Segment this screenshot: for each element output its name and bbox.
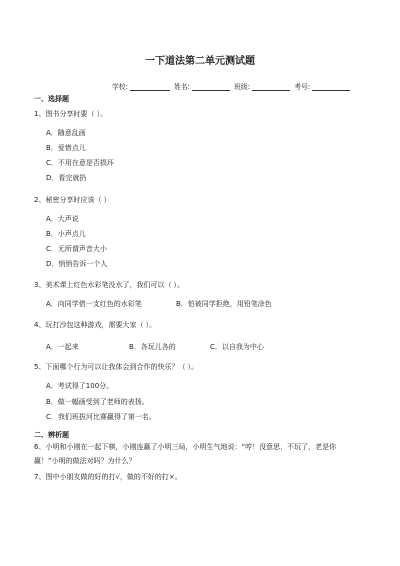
question-5-option-c[interactable]: C．我们班拔河比赛赢得了第一名。 — [46, 413, 156, 421]
name-blank[interactable] — [192, 84, 230, 91]
class-label: 班级: — [234, 83, 251, 91]
number-blank[interactable] — [312, 84, 350, 91]
question-3-stem: 3、美术课上红色水彩笔没水了，我们可以（ ）。 — [34, 281, 185, 289]
question-1-option-a[interactable]: A．随意乱画 — [46, 129, 86, 137]
question-3-option-b[interactable]: B．怕被同学拒绝，用铅笔涂色 — [176, 300, 272, 308]
question-7-stem: 7、图中小朋友做的好的打√，做的不好的打×。 — [34, 473, 182, 481]
class-blank[interactable] — [252, 84, 290, 91]
question-3-option-a[interactable]: A．向同学借一支红色的水彩笔 — [46, 300, 142, 308]
school-blank[interactable] — [130, 84, 170, 91]
question-1-option-b[interactable]: B．爱惜点儿 — [46, 144, 86, 152]
question-2-option-d[interactable]: D．悄悄告诉一个人 — [46, 260, 108, 268]
question-5-stem: 5、下面哪个行为可以让我体会到合作的快乐？（ ）。 — [34, 363, 199, 371]
school-label: 学校: — [112, 83, 128, 91]
question-5-option-a[interactable]: A．考试得了100分。 — [46, 382, 114, 390]
question-1-stem: 1、图书分享时要（ ）。 — [34, 110, 108, 118]
question-5-option-b[interactable]: B．做一幅画受到了老师的表扬。 — [46, 398, 149, 406]
question-4-option-c[interactable]: C．以自我为中心 — [210, 343, 264, 351]
question-4-option-b[interactable]: B．各玩儿各的 — [129, 343, 176, 351]
student-info-line — [112, 81, 352, 91]
question-6-line-2: 赢！”小明的做法对吗？为什么？ — [34, 457, 136, 465]
section-judge-heading: 二、辨析题 — [34, 431, 69, 439]
question-4-option-a[interactable]: A．一起来 — [46, 343, 79, 351]
question-2-option-b[interactable]: B．小声点儿 — [46, 230, 86, 238]
question-1-option-d[interactable]: D．看完就扔 — [46, 174, 87, 182]
question-4-stem: 4、玩打沙包这种游戏，需要大家（ ）。 — [34, 321, 157, 329]
page-title: 一下道法第二单元测试题 — [145, 56, 255, 67]
question-2-stem: 2、秘密分享时应该（ ） — [34, 196, 111, 204]
question-6-line-1: 6、小明和小刚在一起下棋，小刚连赢了小明三局，小明生气地说：“哼！没意思，不玩了，老是你 — [34, 443, 337, 451]
question-1-option-c[interactable]: C．不用在意是否损坏 — [46, 159, 114, 167]
name-label: 姓名: — [174, 83, 190, 91]
number-label: 考号: — [294, 83, 311, 91]
question-2-option-c[interactable]: C．无所谓声音大小 — [46, 245, 107, 253]
section-choice-heading: 一、选择题 — [34, 95, 69, 103]
question-2-option-a[interactable]: A．大声说 — [46, 215, 79, 223]
